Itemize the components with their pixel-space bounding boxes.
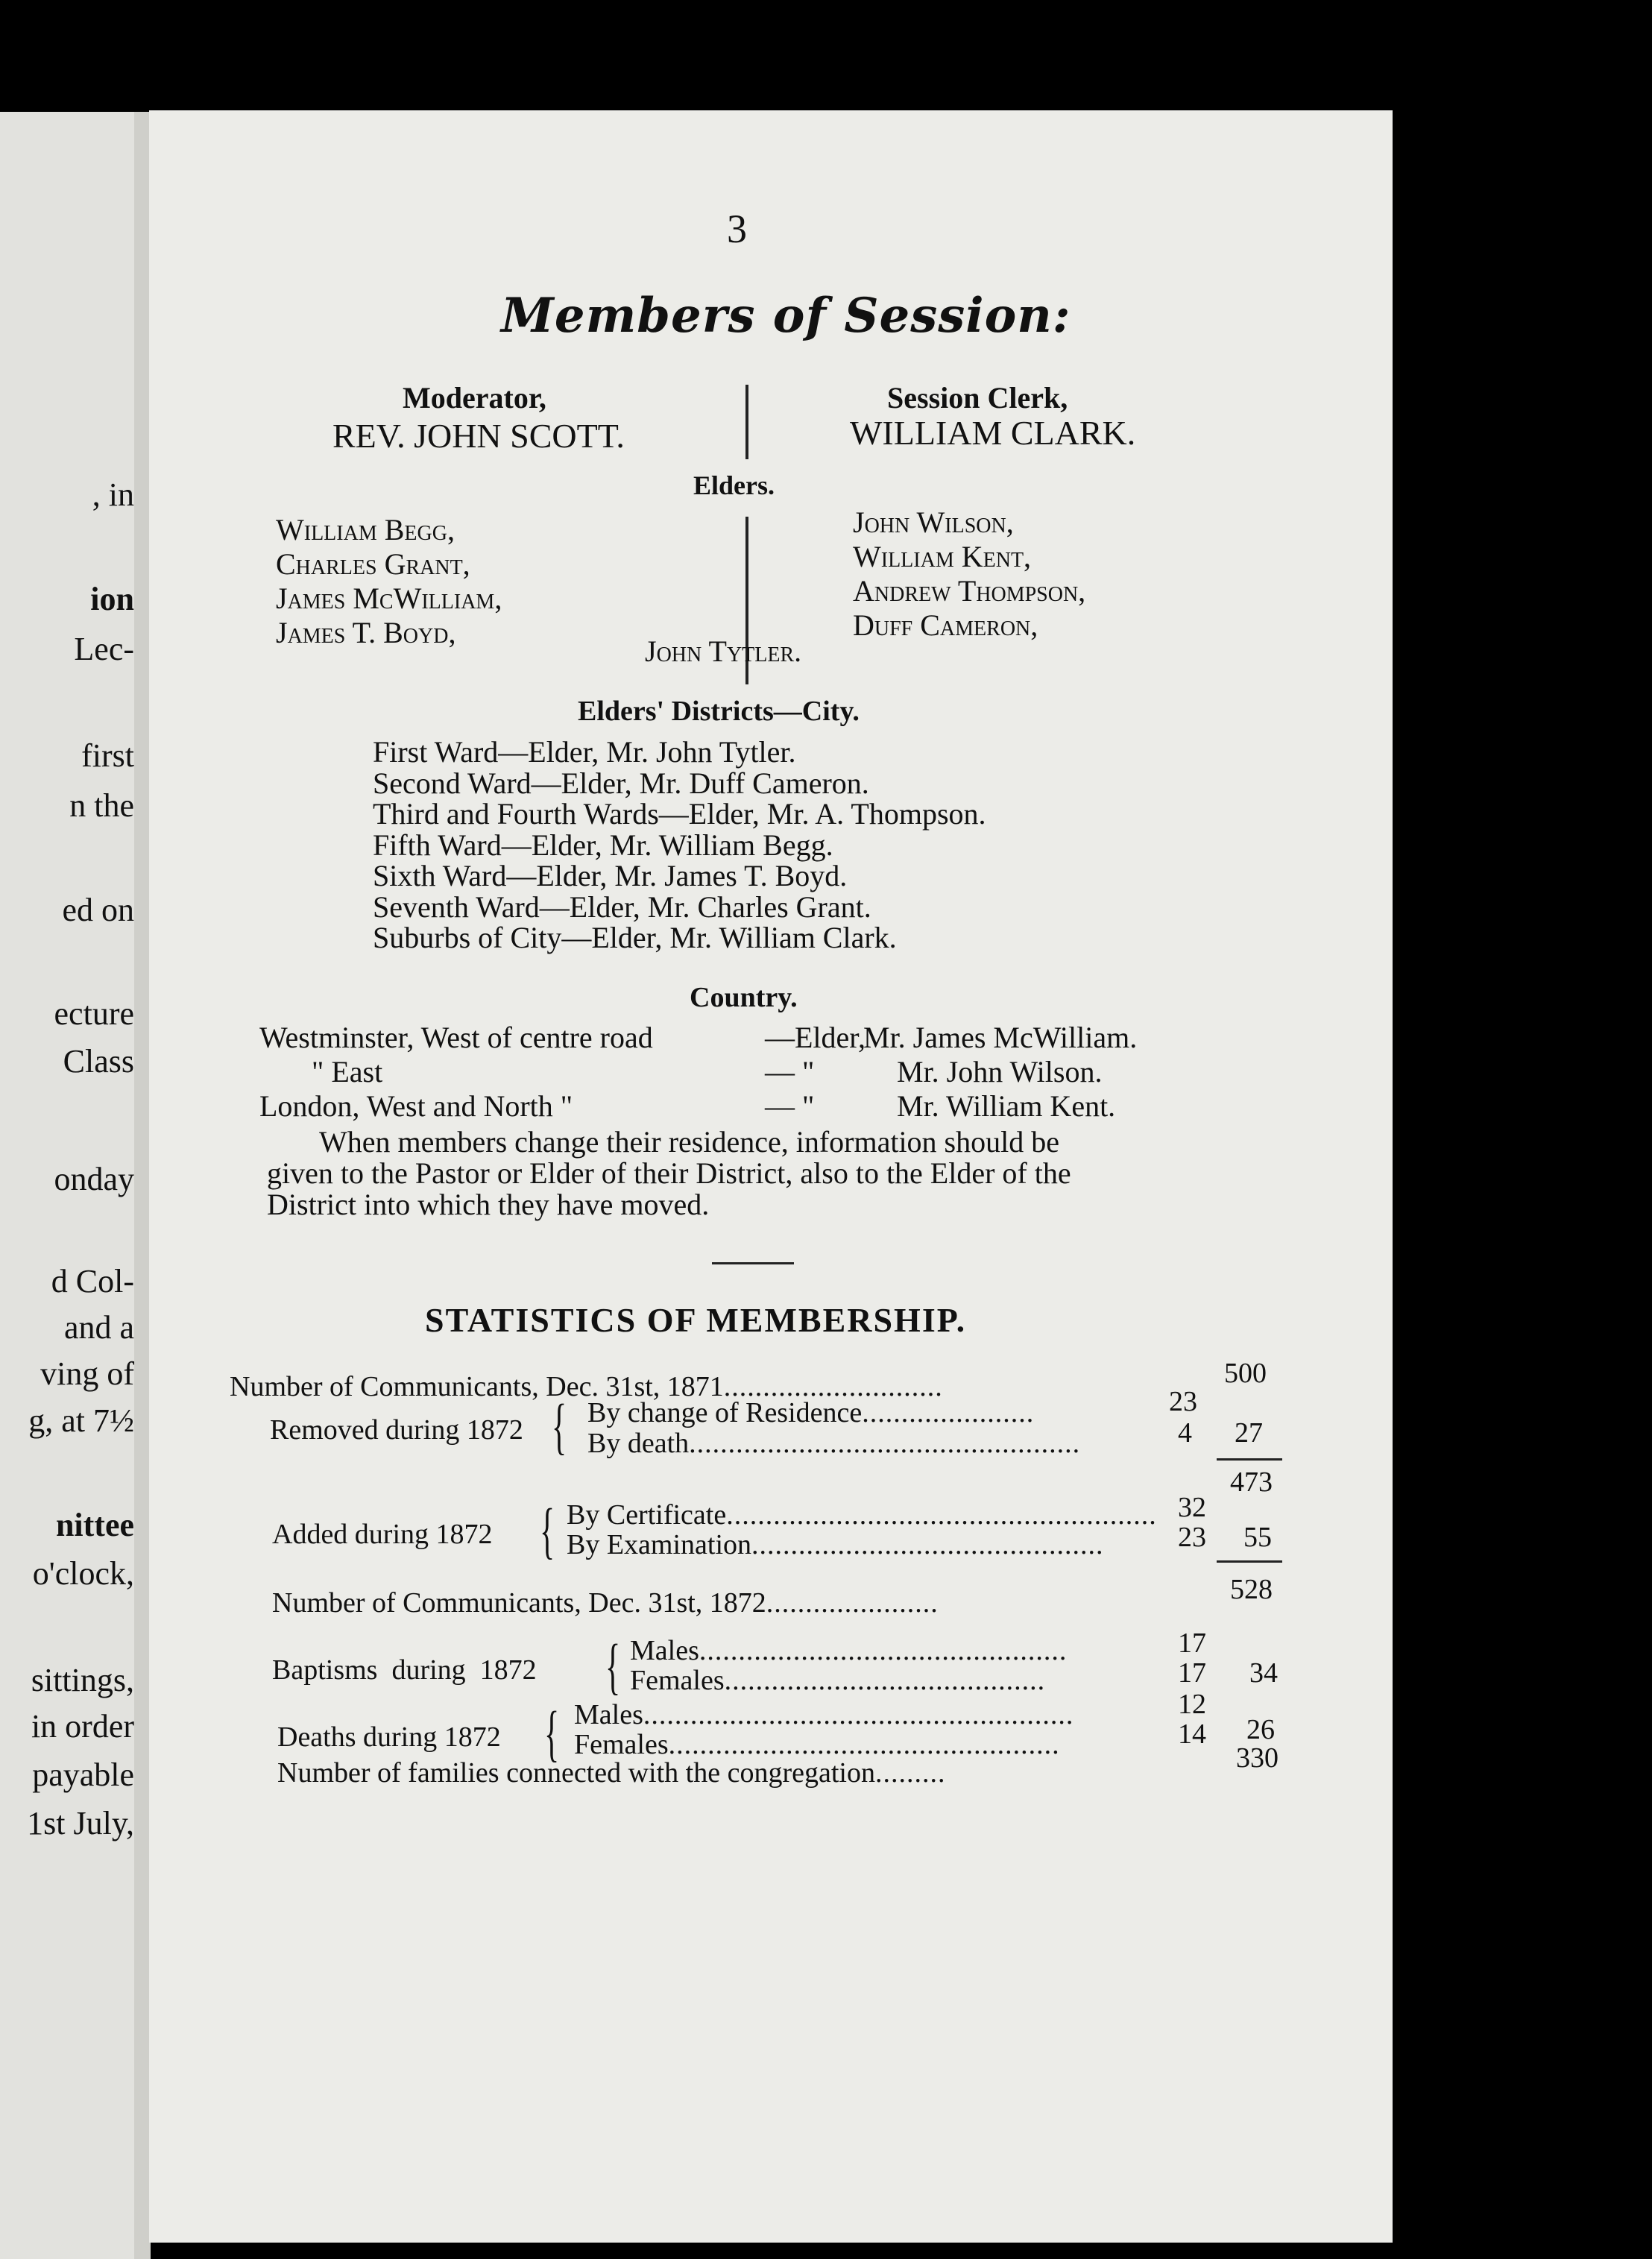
elder-name: William Kent, bbox=[853, 540, 1032, 573]
removed-label: Removed during 1872 bbox=[270, 1414, 523, 1446]
stat-label: By change of Residence bbox=[587, 1397, 863, 1428]
elders-right-list bbox=[853, 505, 1085, 643]
page-number: 3 bbox=[727, 207, 747, 251]
country-list bbox=[259, 1020, 1363, 1132]
elder-name: James T. Boyd, bbox=[276, 616, 456, 649]
facing-page-text: sittings, bbox=[31, 1662, 134, 1698]
families-total: 330 bbox=[1236, 1742, 1279, 1774]
facing-page-text: o'clock, bbox=[32, 1555, 134, 1592]
country-elder: Mr. John Wilson. bbox=[897, 1055, 1103, 1088]
stat-label: By Examination bbox=[567, 1529, 752, 1560]
country-dash: — " bbox=[765, 1089, 815, 1123]
district-line: Fifth Ward—Elder, Mr. William Begg. bbox=[373, 828, 833, 862]
stat-label: Number of Communicants, Dec. 31st, 1871 bbox=[230, 1371, 724, 1402]
removed-item-value: 23 bbox=[1169, 1386, 1197, 1417]
elder-name: Duff Cameron, bbox=[853, 608, 1038, 642]
communicants-1872-total: 528 bbox=[1230, 1574, 1273, 1605]
district-line: Sixth Ward—Elder, Mr. James T. Boyd. bbox=[373, 859, 848, 892]
section-divider bbox=[712, 1262, 794, 1264]
country-elder: Mr. William Kent. bbox=[897, 1089, 1116, 1123]
removed-item: By death.................................................. bbox=[587, 1428, 1081, 1459]
baptisms-item-value: 17 bbox=[1178, 1628, 1206, 1659]
elder-name: Charles Grant, bbox=[276, 547, 470, 581]
deaths-item-value: 12 bbox=[1178, 1689, 1206, 1720]
facing-page-text: ecture bbox=[54, 995, 134, 1032]
facing-page-text: payable bbox=[32, 1757, 134, 1793]
country-dash: — " bbox=[765, 1055, 815, 1088]
subtotal: 473 bbox=[1230, 1466, 1273, 1498]
stat-label: Females bbox=[630, 1665, 725, 1696]
facing-page-text: g, at 7½ bbox=[28, 1402, 134, 1439]
removed-item-value: 4 bbox=[1178, 1417, 1192, 1449]
families-label: Number of families connected with the congregation......... bbox=[277, 1757, 946, 1789]
added-total: 55 bbox=[1243, 1522, 1272, 1553]
country-place: Westminster, West of centre road bbox=[259, 1021, 653, 1054]
baptisms-item: Females......................................... bbox=[630, 1665, 1046, 1696]
brace-icon: { bbox=[540, 1496, 555, 1566]
session-clerk-label: Session Clerk, bbox=[887, 381, 1068, 415]
district-line: Third and Fourth Wards—Elder, Mr. A. Thompson. bbox=[373, 797, 986, 831]
elders-heading: Elders. bbox=[693, 470, 775, 500]
facing-page-text: Class bbox=[63, 1043, 134, 1080]
page-gutter bbox=[134, 112, 151, 2259]
baptisms-label: Baptisms during 1872 bbox=[272, 1654, 537, 1686]
deaths-label: Deaths during 1872 bbox=[277, 1721, 501, 1753]
facing-page-text: first bbox=[81, 737, 134, 774]
brace-icon: { bbox=[544, 1699, 560, 1768]
districts-city-heading: Elders' Districts—City. bbox=[578, 696, 860, 727]
added-item-value: 32 bbox=[1178, 1492, 1206, 1523]
facing-page-text: ving of bbox=[40, 1355, 134, 1392]
country-place: London, West and North " bbox=[259, 1089, 573, 1123]
facing-page-text: Lec- bbox=[74, 631, 134, 667]
district-line: Second Ward—Elder, Mr. Duff Cameron. bbox=[373, 766, 869, 800]
district-line: First Ward—Elder, Mr. John Tytler. bbox=[373, 735, 796, 769]
stat-label: Females bbox=[574, 1729, 669, 1760]
stat-label: Males bbox=[574, 1699, 643, 1730]
notice-line: District into which they have moved. bbox=[267, 1188, 710, 1221]
session-clerk-name: WILLIAM CLARK. bbox=[850, 414, 1136, 452]
statistics-heading: STATISTICS OF MEMBERSHIP. bbox=[425, 1301, 967, 1339]
sum-rule bbox=[1217, 1458, 1282, 1461]
stat-label: Number of families connected with the congregation bbox=[277, 1757, 875, 1789]
elders-left-list bbox=[276, 513, 502, 650]
district-line: Seventh Ward—Elder, Mr. Charles Grant. bbox=[373, 889, 871, 924]
communicants-1871-total: 500 bbox=[1224, 1358, 1267, 1389]
facing-page-text: ion bbox=[90, 581, 134, 617]
elder-name: James McWilliam, bbox=[276, 582, 502, 615]
facing-page-text: 1st July, bbox=[27, 1805, 134, 1841]
stat-label: Number of Communicants, Dec. 31st, 1872 bbox=[272, 1587, 766, 1619]
facing-page-text: d Col- bbox=[51, 1263, 134, 1299]
facing-page-text: in order bbox=[31, 1708, 134, 1745]
elder-name: John Wilson, bbox=[853, 505, 1014, 539]
stat-label: By Certificate bbox=[567, 1499, 727, 1531]
added-item-value: 23 bbox=[1178, 1522, 1206, 1553]
elder-name-last: John Tytler. bbox=[645, 634, 802, 668]
baptisms-item: Males............................................... bbox=[630, 1635, 1068, 1666]
added-label: Added during 1872 bbox=[272, 1519, 493, 1550]
document-page bbox=[149, 110, 1393, 2243]
deaths-item-value: 14 bbox=[1178, 1718, 1206, 1750]
notice-line: When members change their residence, information should be bbox=[319, 1125, 1059, 1159]
page-title: Members of Session: bbox=[501, 288, 1071, 344]
communicants-1871-label: Number of Communicants, Dec. 31st, 1871............................ bbox=[230, 1371, 943, 1402]
removed-total: 27 bbox=[1235, 1417, 1263, 1449]
moderator-name: REV. JOHN SCOTT. bbox=[332, 417, 625, 455]
districts-city-list bbox=[373, 737, 986, 954]
country-elder: Mr. James McWilliam. bbox=[863, 1021, 1138, 1054]
facing-page-text: , in bbox=[92, 476, 134, 513]
stat-label: Males bbox=[630, 1635, 699, 1666]
facing-page-text: onday bbox=[54, 1161, 134, 1197]
added-item: By Examination............................................. bbox=[567, 1529, 1104, 1560]
facing-page-text: and a bbox=[63, 1309, 134, 1346]
added-item: By Certificate....................................................... bbox=[567, 1499, 1157, 1531]
baptisms-total: 34 bbox=[1249, 1657, 1278, 1689]
facing-page-text: n the bbox=[69, 787, 134, 824]
country-place: " East bbox=[312, 1055, 383, 1088]
deaths-total: 26 bbox=[1246, 1714, 1275, 1745]
district-line: Suburbs of City—Elder, Mr. William Clark. bbox=[373, 921, 897, 954]
moderator-label: Moderator, bbox=[403, 381, 546, 415]
country-dash: —Elder, bbox=[765, 1021, 866, 1054]
deaths-item: Females.................................................. bbox=[574, 1729, 1060, 1760]
brace-icon: { bbox=[605, 1632, 621, 1701]
notice-line: given to the Pastor or Elder of their District, also to the Elder of the bbox=[267, 1156, 1071, 1190]
column-divider bbox=[745, 385, 748, 459]
stat-label: By death bbox=[587, 1428, 690, 1459]
removed-item: By change of Residence...................... bbox=[587, 1397, 1035, 1428]
country-heading: Country. bbox=[690, 982, 798, 1013]
brace-icon: { bbox=[552, 1392, 567, 1461]
baptisms-item-value: 17 bbox=[1178, 1657, 1206, 1689]
facing-page-text: nittee bbox=[55, 1507, 134, 1543]
communicants-1872-label: Number of Communicants, Dec. 31st, 1872...................... bbox=[272, 1587, 939, 1619]
sum-rule bbox=[1217, 1560, 1282, 1563]
deaths-item: Males....................................................... bbox=[574, 1699, 1074, 1730]
elder-name: Andrew Thompson, bbox=[853, 574, 1086, 608]
elder-name: William Begg, bbox=[276, 513, 455, 546]
facing-page-text: ed on bbox=[62, 892, 134, 928]
